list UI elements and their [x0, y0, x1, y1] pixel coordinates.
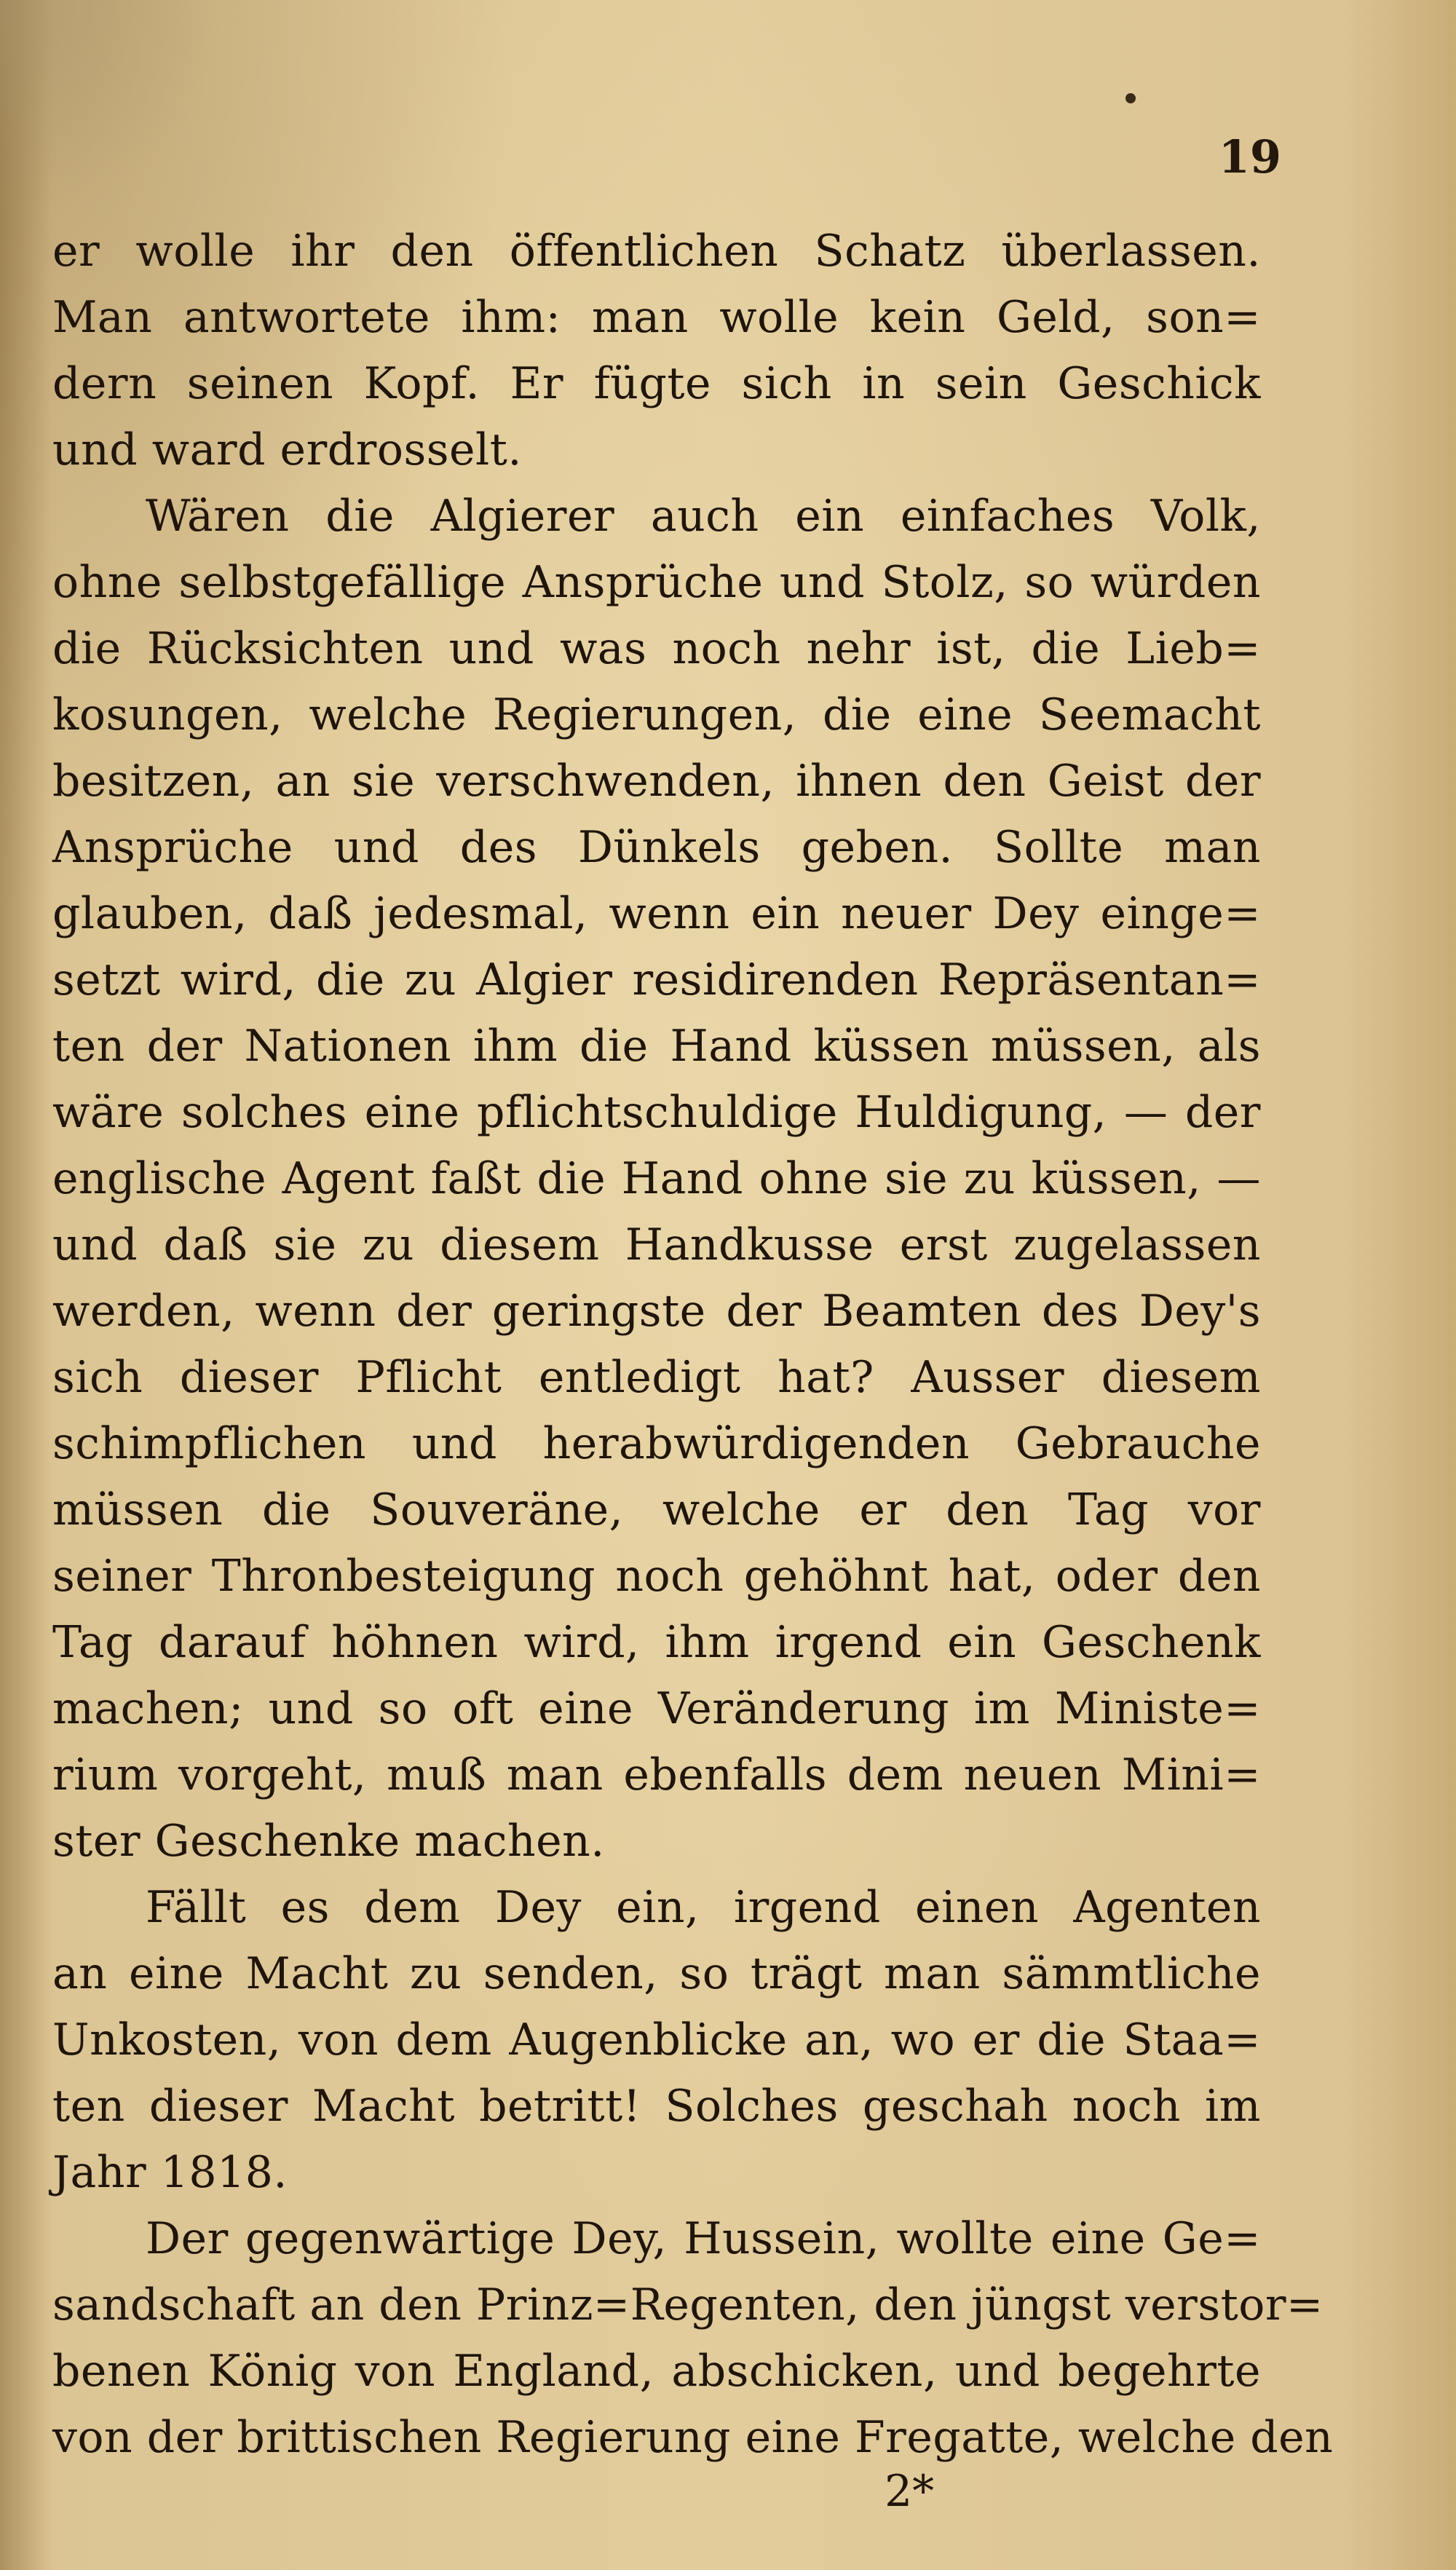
- text-line: besitzen, an sie verschwenden, ihnen den Geist der: [52, 756, 1261, 807]
- text-line: und daß sie zu diesem Handkusse erst zugelassen: [52, 1219, 1261, 1270]
- text-line: von der brittischen Regierung eine Fregatte, welche den: [52, 2412, 1334, 2463]
- text-line: an eine Macht zu senden, so trägt man sämmtliche: [52, 1948, 1261, 1999]
- signature-mark: 2*: [885, 2466, 935, 2517]
- text-line: dern seinen Kopf. Er fügte sich in sein Geschick: [52, 358, 1261, 409]
- text-line: Unkosten, von dem Augenblicke an, wo er die Staa=: [52, 2015, 1261, 2065]
- text-line: benen König von England, abschicken, und begehrte: [52, 2346, 1261, 2397]
- text-line: glauben, daß jedesmal, wenn ein neuer Dey einge=: [52, 888, 1261, 939]
- text-line: schimpflichen und herabwürdigenden Gebrauche: [52, 1418, 1261, 1469]
- page-number: 19: [1218, 130, 1281, 183]
- text-line: wäre solches eine pflichtschuldige Huldigung, — der: [52, 1087, 1261, 1138]
- text-line: er wolle ihr den öffentlichen Schatz überlassen.: [52, 226, 1261, 277]
- text-line: setzt wird, die zu Algier residirenden Repräsentan=: [52, 954, 1261, 1005]
- text-line: sich dieser Pflicht entledigt hat? Ausser diesem: [52, 1352, 1261, 1403]
- text-line: müssen die Souveräne, welche er den Tag vor: [52, 1484, 1261, 1535]
- text-line: Jahr 1818.: [52, 2147, 288, 2198]
- text-line: Fällt es dem Dey ein, irgend einen Agenten: [146, 1882, 1261, 1933]
- text-line: Man antwortete ihm: man wolle kein Geld, son=: [52, 292, 1261, 343]
- text-line: rium vorgeht, muß man ebenfalls dem neuen Mini=: [52, 1749, 1261, 1800]
- body-text: [52, 218, 1334, 2471]
- text-line: ten dieser Macht betritt! Solches geschah noch im: [52, 2081, 1261, 2132]
- text-line: werden, wenn der geringste der Beamten des Dey's: [52, 1286, 1261, 1337]
- text-line: ster Geschenke machen.: [52, 1816, 605, 1867]
- text-line: machen; und so oft eine Veränderung im Ministe=: [52, 1683, 1261, 1734]
- text-line: Ansprüche und des Dünkels geben. Sollte man: [52, 822, 1261, 873]
- text-line: Tag darauf höhnen wird, ihm irgend ein Geschenk: [52, 1617, 1261, 1668]
- text-line: Wären die Algierer auch ein einfaches Volk,: [146, 491, 1261, 542]
- ink-dot: [1125, 93, 1136, 103]
- text-line: sandschaft an den Prinz=Regenten, den jüngst verstor=: [52, 2280, 1324, 2330]
- text-line: kosungen, welche Regierungen, die eine Seemacht: [52, 689, 1261, 740]
- text-line: englische Agent faßt die Hand ohne sie zu küssen, —: [52, 1153, 1261, 1204]
- text-line: und ward erdrosselt.: [52, 424, 522, 475]
- text-line: seiner Thronbesteigung noch gehöhnt hat, oder den: [52, 1551, 1261, 1602]
- text-line: ten der Nationen ihm die Hand küssen müssen, als: [52, 1021, 1261, 1072]
- text-line: ohne selbstgefällige Ansprüche und Stolz, so würden: [52, 557, 1261, 608]
- text-line: Der gegenwärtige Dey, Hussein, wollte eine Ge=: [146, 2213, 1261, 2264]
- binding-shadow: [0, 0, 51, 2570]
- text-line: die Rücksichten und was noch nehr ist, die Lieb=: [52, 623, 1261, 674]
- corner-stain: [0, 0, 218, 218]
